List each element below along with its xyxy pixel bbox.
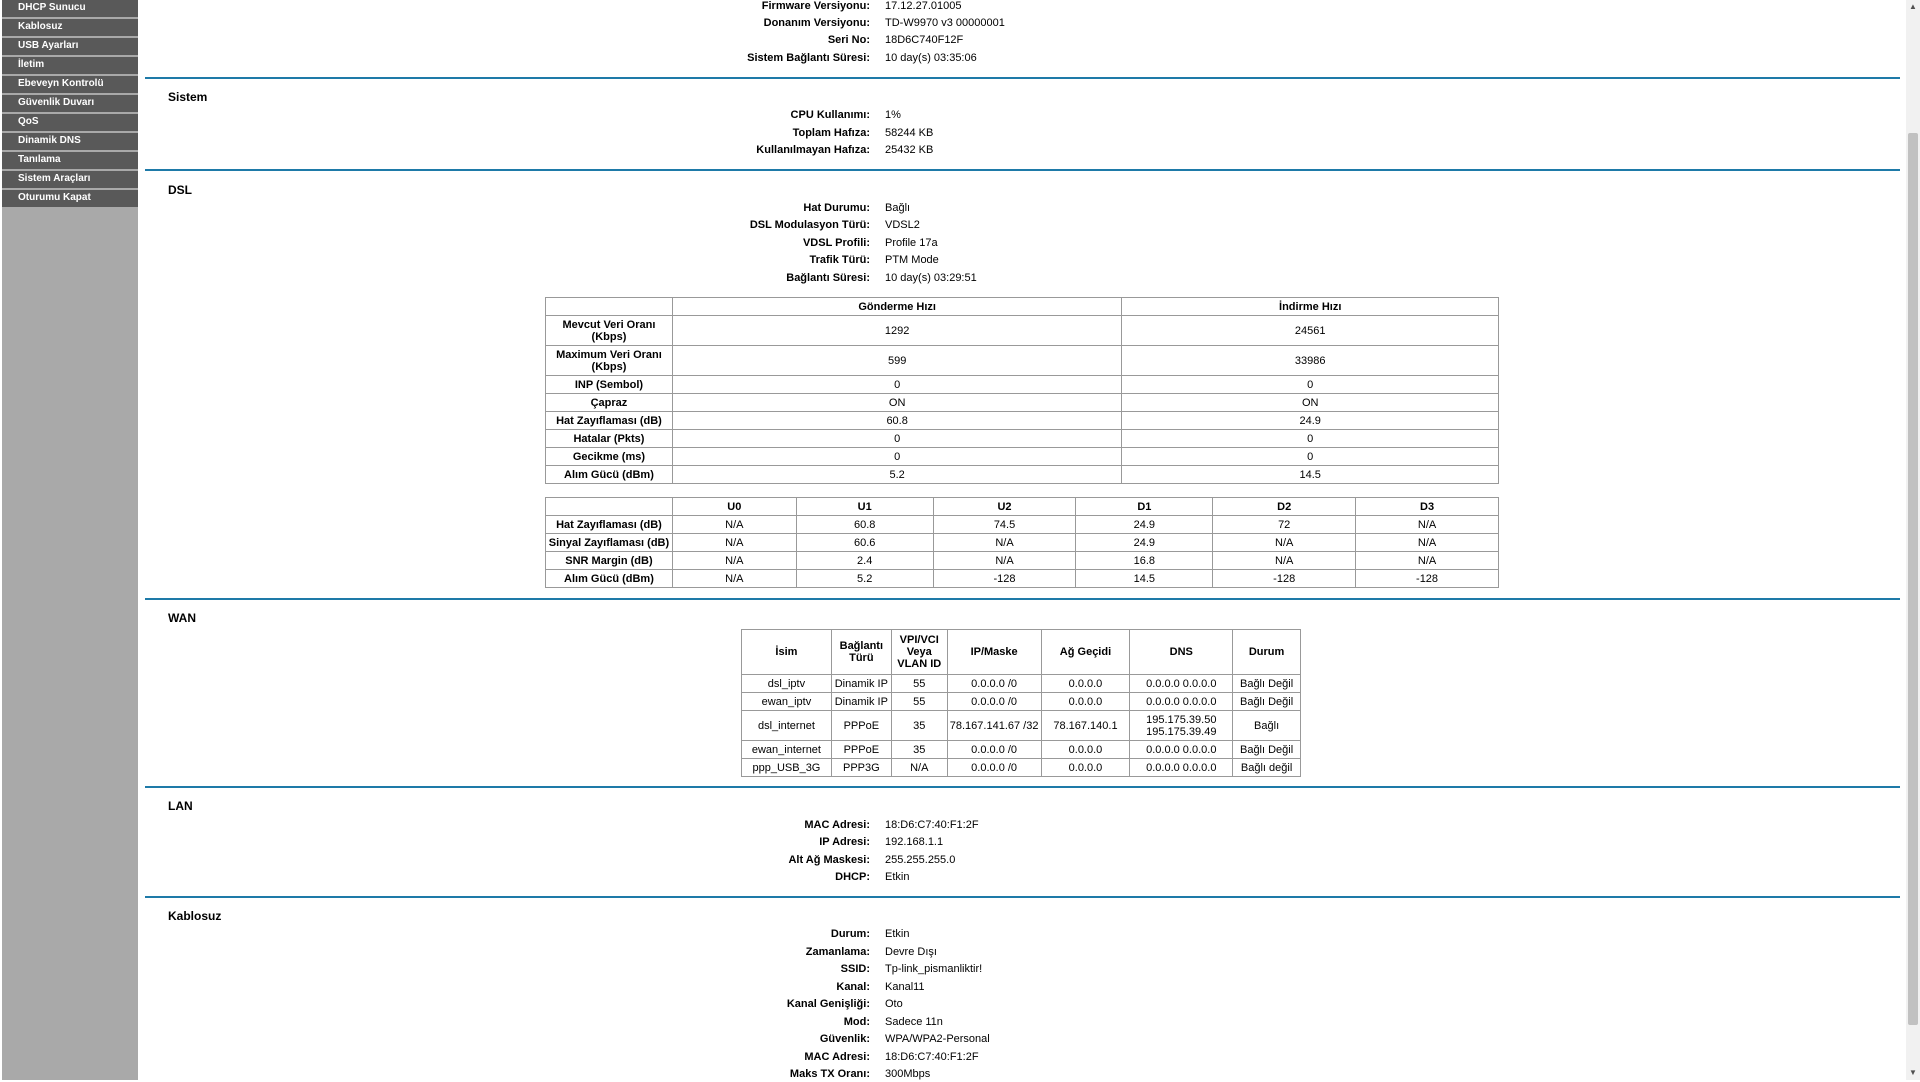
wan-status: Bağlı <box>1233 711 1301 741</box>
table-header: Gönderme Hızı <box>672 298 1122 316</box>
wan-dns: 0.0.0.0 0.0.0.0 <box>1130 675 1233 693</box>
cpu-value: 1% <box>885 109 901 121</box>
wireless-mode-row <box>145 1014 1900 1030</box>
table-cell: N/A <box>1356 534 1499 552</box>
table-cell: 16.8 <box>1076 552 1213 570</box>
lan-dhcp-value: Etkin <box>885 871 910 883</box>
table-header: DNS <box>1130 630 1233 675</box>
wan-dns: 0.0.0.0 0.0.0.0 <box>1130 693 1233 711</box>
table-cell: 60.8 <box>796 516 933 534</box>
wireless-schedule-label: Zamanlama: <box>805 946 870 958</box>
wireless-ssid-value: Tp-link_pismanliktir! <box>885 963 983 975</box>
free-memory-value: 25432 KB <box>885 144 934 156</box>
row-label: Hat Zayıflaması (dB) <box>546 516 673 534</box>
table-header: D3 <box>1356 498 1499 516</box>
row-label: Gecikme (ms) <box>546 448 673 466</box>
wireless-status-row <box>145 926 1900 942</box>
vdsl-profile-label: VDSL Profili: <box>802 237 870 249</box>
nav-dhcp-server[interactable]: DHCP Sunucu <box>2 0 138 19</box>
nav-firewall[interactable]: Güvenlik Duvarı <box>2 95 138 114</box>
table-row <box>546 346 1499 376</box>
table-row <box>546 534 1499 552</box>
wireless-channel-value: Kanal11 <box>885 981 925 993</box>
wireless-width-label: Kanal Genişliği: <box>786 998 870 1010</box>
table-cell: N/A <box>672 552 796 570</box>
wan-name: dsl_internet <box>742 711 832 741</box>
table-row <box>742 759 1301 777</box>
uptime-label: Sistem Bağlantı Süresi: <box>747 52 870 64</box>
wireless-mac-label: MAC Adresi: <box>804 1051 870 1063</box>
scroll-up-arrow-icon[interactable]: ▲ <box>1909 2 1917 11</box>
table-header <box>546 298 673 316</box>
upstream-value: ON <box>672 394 1122 412</box>
serial-row <box>145 32 1900 48</box>
table-row <box>546 430 1499 448</box>
nav-usb-settings[interactable]: USB Ayarları <box>2 38 138 57</box>
wan-name: ppp_USB_3G <box>742 759 832 777</box>
wireless-mode-value: Sadece 11n <box>885 1016 943 1028</box>
downstream-value: 24561 <box>1122 316 1499 346</box>
wan-ip: 0.0.0.0 /0 <box>947 759 1041 777</box>
connection-time-row <box>145 270 1900 286</box>
lan-mac-value: 18:D6:C7:40:F1:2F <box>885 819 979 831</box>
table-cell: -128 <box>933 570 1076 588</box>
table-cell: 2.4 <box>796 552 933 570</box>
sidebar <box>2 0 138 1080</box>
serial-label: Seri No: <box>827 34 870 46</box>
row-label: Alım Gücü (dBm) <box>546 570 673 588</box>
wireless-channel-label: Kanal: <box>836 981 870 993</box>
table-cell: -128 <box>1356 570 1499 588</box>
table-cell: N/A <box>933 534 1076 552</box>
table-header: Bağlantı Türü <box>831 630 891 675</box>
lan-ip-value: 192.168.1.1 <box>885 836 944 848</box>
system-section-title: Sistem <box>168 90 208 104</box>
traffic-type-label: Trafik Türü: <box>809 254 870 266</box>
wireless-ssid-row <box>145 961 1900 977</box>
table-header-row <box>742 630 1301 675</box>
row-label: Sinyal Zayıflaması (dB) <box>546 534 673 552</box>
dsl-section-title: DSL <box>168 183 192 197</box>
wireless-width-value: Oto <box>885 998 903 1010</box>
wireless-channel-row <box>145 979 1900 995</box>
downstream-value: 0 <box>1122 376 1499 394</box>
table-header <box>546 498 673 516</box>
wan-dns: 0.0.0.0 0.0.0.0 <box>1130 741 1233 759</box>
vdsl-profile-row <box>145 235 1900 251</box>
free-memory-row <box>145 142 1900 158</box>
wireless-status-label: Durum: <box>830 928 870 940</box>
table-row <box>546 570 1499 588</box>
dsl-band-table <box>545 497 1499 588</box>
nav-dynamic-dns[interactable]: Dinamik DNS <box>2 133 138 152</box>
traffic-type-value: PTM Mode <box>885 254 939 266</box>
table-cell: N/A <box>1213 534 1356 552</box>
nav-wireless[interactable]: Kablosuz <box>2 19 138 38</box>
firmware-value: 17.12.27.01005 <box>885 0 962 12</box>
wan-status: Bağlı Değil <box>1233 741 1301 759</box>
modulation-value: VDSL2 <box>885 219 920 231</box>
wireless-security-label: Güvenlik: <box>819 1033 870 1045</box>
wan-vlan: N/A <box>891 759 947 777</box>
nav-logout[interactable]: Oturumu Kapat <box>2 190 138 209</box>
downstream-value: 0 <box>1122 448 1499 466</box>
row-label: Çapraz <box>546 394 673 412</box>
table-row <box>546 466 1499 484</box>
uptime-value: 10 day(s) 03:35:06 <box>885 52 977 64</box>
traffic-type-row <box>145 252 1900 268</box>
wan-type: Dinamik IP <box>831 693 891 711</box>
table-header: D2 <box>1213 498 1356 516</box>
section-divider <box>145 77 1900 79</box>
section-divider <box>145 598 1900 600</box>
upstream-value: 60.8 <box>672 412 1122 430</box>
vertical-scrollbar[interactable] <box>1906 0 1920 1080</box>
table-header: U1 <box>796 498 933 516</box>
table-header: İndirme Hızı <box>1122 298 1499 316</box>
wireless-schedule-value: Devre Dışı <box>885 946 937 958</box>
table-cell: N/A <box>672 570 796 588</box>
wireless-status-value: Etkin <box>885 928 910 940</box>
wan-type: PPP3G <box>831 759 891 777</box>
lan-mask-value: 255.255.255.0 <box>885 854 956 866</box>
wan-status: Bağlı Değil <box>1233 675 1301 693</box>
lan-dhcp-label: DHCP: <box>835 871 870 883</box>
upstream-value: 0 <box>672 376 1122 394</box>
wan-name: ewan_iptv <box>742 693 832 711</box>
line-status-row <box>145 200 1900 216</box>
table-row <box>546 316 1499 346</box>
modulation-row <box>145 217 1900 233</box>
connection-time-label: Bağlantı Süresi: <box>786 272 870 284</box>
table-header-row <box>546 498 1499 516</box>
wan-ip: 0.0.0.0 /0 <box>947 741 1041 759</box>
section-divider <box>145 786 1900 788</box>
wan-status: Bağlı değil <box>1233 759 1301 777</box>
wan-gateway: 0.0.0.0 <box>1041 741 1130 759</box>
total-memory-label: Toplam Hafıza: <box>792 127 870 139</box>
wan-section-title: WAN <box>168 611 196 625</box>
wan-type: PPPoE <box>831 711 891 741</box>
downstream-value: 0 <box>1122 430 1499 448</box>
wan-table <box>741 629 1301 777</box>
lan-mask-label: Alt Ağ Maskesi: <box>788 854 870 866</box>
table-cell: 24.9 <box>1076 534 1213 552</box>
cpu-row <box>145 107 1900 123</box>
table-header: İsim <box>742 630 832 675</box>
upstream-value: 599 <box>672 346 1122 376</box>
wan-ip: 0.0.0.0 /0 <box>947 693 1041 711</box>
table-row <box>546 552 1499 570</box>
wireless-security-value: WPA/WPA2-Personal <box>885 1033 990 1045</box>
upstream-value: 0 <box>672 448 1122 466</box>
wireless-section-title: Kablosuz <box>168 909 222 923</box>
lan-dhcp-row <box>145 869 1900 885</box>
wireless-schedule-row <box>145 944 1900 960</box>
modulation-label: DSL Modulasyon Türü: <box>749 219 870 231</box>
wireless-ssid-label: SSID: <box>840 963 870 975</box>
table-header: D1 <box>1076 498 1213 516</box>
row-label: Alım Gücü (dBm) <box>546 466 673 484</box>
table-row <box>742 693 1301 711</box>
line-status-value: Bağlı <box>885 202 911 214</box>
wan-ip: 78.167.141.67 /32 <box>947 711 1041 741</box>
lan-ip-label: IP Adresi: <box>819 836 870 848</box>
nav-qos[interactable]: QoS <box>2 114 138 133</box>
free-memory-label: Kullanılmayan Hafıza: <box>756 144 870 156</box>
wan-vlan: 55 <box>891 675 947 693</box>
row-label: Maximum Veri Oranı (Kbps) <box>546 346 673 376</box>
wan-name: dsl_iptv <box>742 675 832 693</box>
table-row <box>742 675 1301 693</box>
table-cell: N/A <box>1213 552 1356 570</box>
table-row <box>546 394 1499 412</box>
scrollbar-thumb[interactable] <box>1908 133 1918 1025</box>
firmware-row <box>145 0 1900 14</box>
vdsl-profile-value: Profile 17a <box>885 237 938 249</box>
lan-mac-row <box>145 817 1900 833</box>
wan-vlan: 35 <box>891 741 947 759</box>
table-cell: 24.9 <box>1076 516 1213 534</box>
cpu-label: CPU Kullanımı: <box>790 109 870 121</box>
row-label: Mevcut Veri Oranı (Kbps) <box>546 316 673 346</box>
table-header: IP/Maske <box>947 630 1041 675</box>
nav-diagnostics[interactable]: Tanılama <box>2 152 138 171</box>
wan-vlan: 55 <box>891 693 947 711</box>
table-header: VPI/VCI Veya VLAN ID <box>891 630 947 675</box>
wan-dns: 0.0.0.0 0.0.0.0 <box>1130 759 1233 777</box>
lan-ip-row <box>145 834 1900 850</box>
table-cell: 60.6 <box>796 534 933 552</box>
downstream-value: 33986 <box>1122 346 1499 376</box>
downstream-value: 14.5 <box>1122 466 1499 484</box>
wireless-tx-value: 300Mbps <box>885 1068 931 1080</box>
firmware-label: Firmware Versiyonu: <box>761 0 870 12</box>
line-status-label: Hat Durumu: <box>803 202 870 214</box>
table-header-row <box>546 298 1499 316</box>
upstream-value: 0 <box>672 430 1122 448</box>
upstream-value: 1292 <box>672 316 1122 346</box>
total-memory-value: 58244 KB <box>885 127 934 139</box>
table-row <box>546 412 1499 430</box>
wan-ip: 0.0.0.0 /0 <box>947 675 1041 693</box>
wan-gateway: 0.0.0.0 <box>1041 759 1130 777</box>
table-cell: N/A <box>672 534 796 552</box>
section-divider <box>145 169 1900 171</box>
wan-gateway: 0.0.0.0 <box>1041 675 1130 693</box>
wan-type: Dinamik IP <box>831 675 891 693</box>
wireless-mode-label: Mod: <box>843 1016 870 1028</box>
table-row <box>742 741 1301 759</box>
table-cell: 74.5 <box>933 516 1076 534</box>
table-header: U0 <box>672 498 796 516</box>
table-header: Durum <box>1233 630 1301 675</box>
wireless-width-row <box>145 996 1900 1012</box>
table-cell: 72 <box>1213 516 1356 534</box>
table-row <box>546 448 1499 466</box>
row-label: SNR Margin (dB) <box>546 552 673 570</box>
row-label: INP (Sembol) <box>546 376 673 394</box>
wan-dns: 195.175.39.50 195.175.39.49 <box>1130 711 1233 741</box>
nav-system-tools[interactable]: Sistem Araçları <box>2 171 138 190</box>
table-cell: N/A <box>672 516 796 534</box>
lan-mask-row <box>145 852 1900 868</box>
wan-gateway: 78.167.140.1 <box>1041 711 1130 741</box>
wan-type: PPPoE <box>831 741 891 759</box>
wan-status: Bağlı Değil <box>1233 693 1301 711</box>
nav-forwarding[interactable]: İletim <box>2 57 138 76</box>
table-row <box>742 711 1301 741</box>
row-label: Hat Zayıflaması (dB) <box>546 412 673 430</box>
table-header: U2 <box>933 498 1076 516</box>
hardware-label: Donanım Versiyonu: <box>763 17 870 29</box>
wireless-mac-value: 18:D6:C7:40:F1:2F <box>885 1051 979 1063</box>
downstream-value: 24.9 <box>1122 412 1499 430</box>
table-cell: 14.5 <box>1076 570 1213 588</box>
table-header: Ağ Geçidi <box>1041 630 1130 675</box>
wan-gateway: 0.0.0.0 <box>1041 693 1130 711</box>
serial-value: 18D6C740F12F <box>885 34 964 46</box>
nav-parental-control[interactable]: Ebeveyn Kontrolü <box>2 76 138 95</box>
hardware-row <box>145 15 1900 31</box>
wireless-security-row <box>145 1031 1900 1047</box>
status-content <box>145 0 1900 1080</box>
lan-mac-label: MAC Adresi: <box>804 819 870 831</box>
table-row <box>546 516 1499 534</box>
table-cell: N/A <box>933 552 1076 570</box>
total-memory-row <box>145 125 1900 141</box>
table-row <box>546 376 1499 394</box>
table-cell: N/A <box>1356 552 1499 570</box>
table-cell: 5.2 <box>796 570 933 588</box>
hardware-value: TD-W9970 v3 00000001 <box>885 17 1005 29</box>
upstream-value: 5.2 <box>672 466 1122 484</box>
downstream-value: ON <box>1122 394 1499 412</box>
connection-time-value: 10 day(s) 03:29:51 <box>885 272 977 284</box>
wan-vlan: 35 <box>891 711 947 741</box>
section-divider <box>145 896 1900 898</box>
lan-section-title: LAN <box>168 799 193 813</box>
table-cell: -128 <box>1213 570 1356 588</box>
scroll-down-arrow-icon[interactable]: ▼ <box>1909 1068 1917 1077</box>
wan-name: ewan_internet <box>742 741 832 759</box>
dsl-rate-table <box>545 297 1499 484</box>
wireless-mac-row <box>145 1049 1900 1065</box>
uptime-row <box>145 50 1900 66</box>
row-label: Hatalar (Pkts) <box>546 430 673 448</box>
table-cell: N/A <box>1356 516 1499 534</box>
wireless-tx-label: Maks TX Oranı: <box>789 1068 870 1080</box>
